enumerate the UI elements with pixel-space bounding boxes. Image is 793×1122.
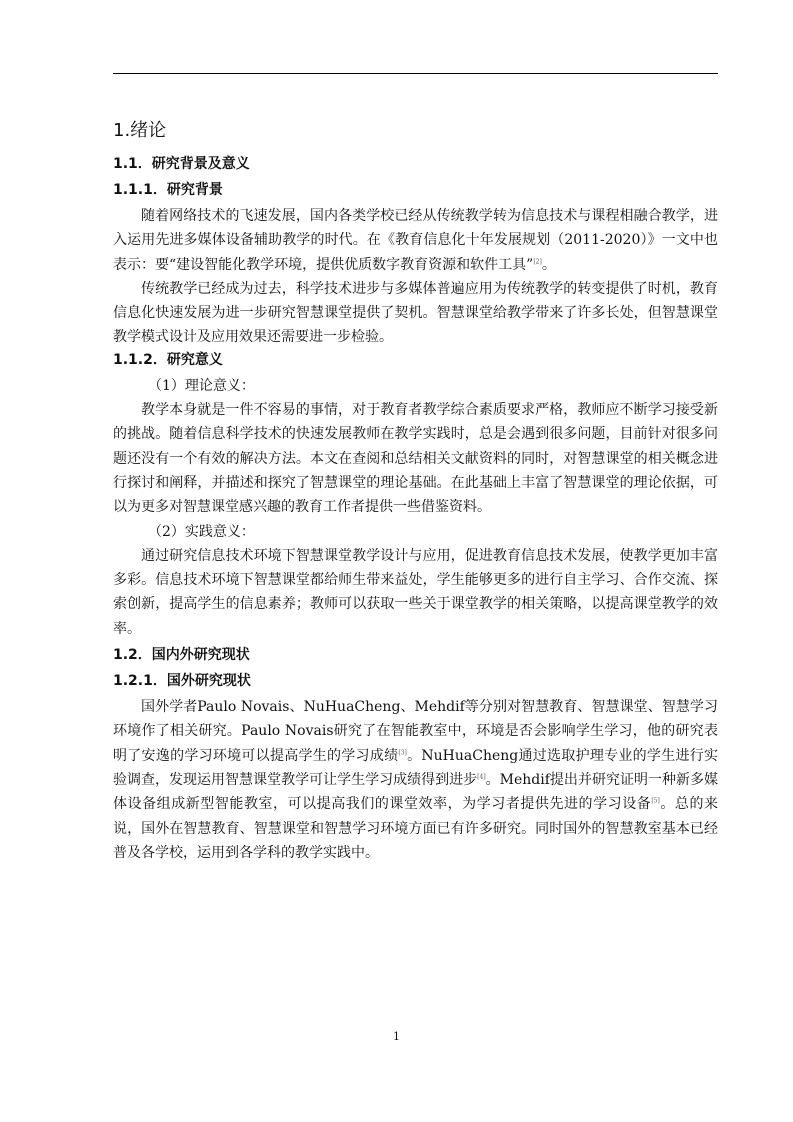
section-heading-1-1-2: 1.1.2．研究意义 — [113, 351, 223, 368]
paragraph-background-1 — [113, 204, 718, 277]
page-number: 1 — [393, 1030, 400, 1043]
citation-5: [5] — [651, 797, 660, 805]
paragraph-theory: 教学本身就是一件不容易的事情，对于教育者教学综合素质要求严格，教师应不断学习接受新的挑战。随着信息科学技术的快速发展教师在教学实践时，总是会遇到很多问题，目前针对很多问题还没有一个有效的解决方法。本文在查阅和总结相关文献资料的同时，对智慧课堂的相关概念进行探讨和阐释，并描述和探究了智慧课堂的理论基础。在此基础上丰富了智慧课堂的理论依据，可以为更多对智慧课堂感兴趣的教育工作者提供一些借鉴资料。 — [113, 402, 718, 516]
paragraph-text: 。Mehdif提出并研究证明一种新多媒体设备组成新型智能教室，可以提高我们的课堂效率，为学习者提供先进的学习设备 — [113, 771, 718, 813]
section-heading-1-2-1: 1.2.1．国外研究现状 — [113, 673, 251, 690]
citation-2: [2] — [533, 257, 542, 265]
section-heading-1-2: 1.2．国内外研究现状 — [113, 647, 250, 664]
page-content — [113, 118, 718, 865]
paragraph-text: 。 — [541, 256, 556, 273]
paragraph-background-2: 传统教学已经成为过去，科学技术进步与多媒体普遍应用为传统教学的转变提供了时机，教育信息化快速发展为进一步研究智慧课堂提供了契机。智慧课堂给教学带来了许多长处，但智慧课堂教学模式设计及应用效果还需要进一步检验。 — [113, 280, 718, 346]
paragraph-foreign-research — [113, 695, 718, 865]
section-heading-1-1: 1.1．研究背景及意义 — [113, 156, 250, 172]
subheading-practice: （2）实践意义： — [148, 523, 255, 540]
citation-3: [3] — [398, 748, 407, 756]
paragraph-text: 。总的来说，国外在智慧教育、智慧课堂和智慧学习环境方面已有许多研究。同时国外的智慧教室基本已经普及各学校，运用到各学科的教学实践中。 — [113, 796, 719, 861]
citation-4: [4] — [477, 773, 486, 781]
chapter-title: 1.绪论 — [113, 120, 167, 141]
section-heading-1-1-1: 1.1.1．研究背景 — [113, 182, 223, 198]
paragraph-text: 国外学者Paulo Novais、NuHuaCheng、Mehdif等分别对智慧教育、智慧课堂、智慧学习环境作了相关研究。Paulo Novais研究了在智能教室中，环境是否会影响学生学习，他的研究表明了安逸的学习环境可以提高学生的学习成绩 — [113, 699, 718, 764]
paragraph-practice: 通过研究信息技术环境下智慧课堂教学设计与应用，促进教育信息技术发展，使教学更加丰富多彩。信息技术环境下智慧课堂都给师生带来益处，学生能够更多的进行自主学习、合作交流、探索创新，提高学生的信息素养；教师可以获取一些关于课堂教学的相关策略，以提高课堂教学的效率。 — [113, 547, 718, 637]
subheading-theory: （1）理论意义： — [148, 377, 255, 394]
paragraph-text: 随着网络技术的飞速发展，国内各类学校已经从传统教学转为信息技术与课程相融合教学，进入运用先进多媒体设备辅助教学的时代。在《教育信息化十年发展规划（2011-2020）》一文中也表示：要“建设智能化教学环境，提供优质数字教育资源和软件工具” — [113, 208, 718, 273]
paragraph-text: 。NuHuaCheng通过选取护理专业的学生进行实验调查，发现运用智慧课堂教学可让学生学习成绩得到进步 — [113, 747, 718, 788]
header-rule — [113, 73, 718, 74]
